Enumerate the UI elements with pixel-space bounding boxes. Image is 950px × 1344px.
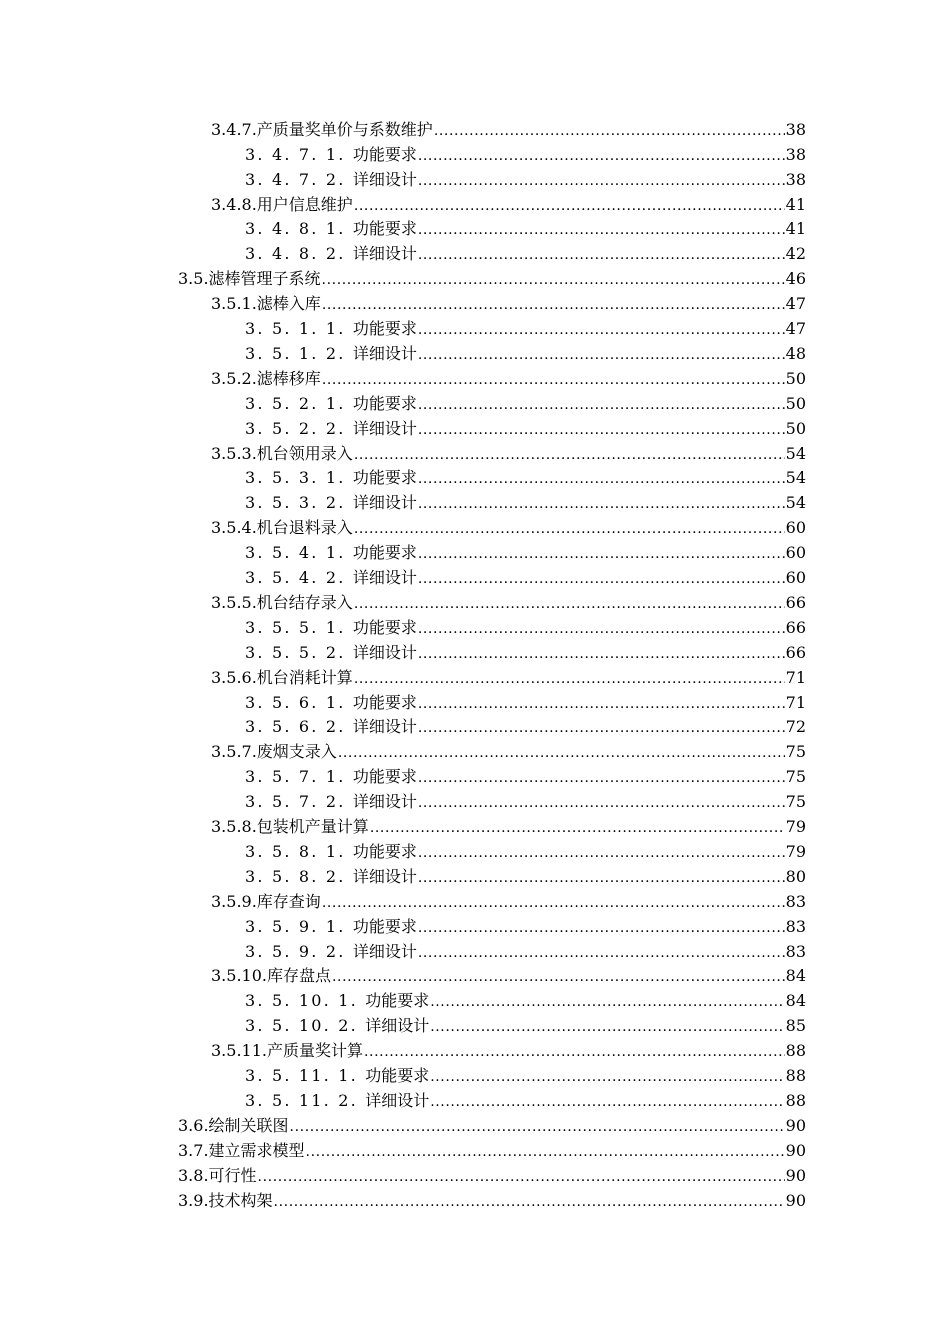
toc-entry[interactable] [245,165,806,190]
toc-dot-leader [418,244,785,264]
toc-entry-number: 3. 5. 7. 1. [245,767,353,787]
toc-entry-title: 详细设计 [352,418,417,438]
toc-dot-leader [322,269,785,289]
toc-entry[interactable] [245,688,806,713]
toc-entry-number: 3. 5. 4. 2. [245,568,353,588]
toc-entry-number: 3. 5. 1. 2. [245,343,353,363]
toc-entry-label [211,195,353,215]
toc-entry-label [245,767,417,787]
toc-page-number: 42 [785,244,806,264]
toc-entry-title: 机台领用录入 [256,443,353,463]
toc-entry-title: 废烟支录入 [256,742,337,762]
toc-entry-title: 功能要求 [365,1066,430,1086]
toc-entry[interactable] [211,1036,806,1061]
toc-page-number: 47 [785,319,806,339]
toc-entry-number: 3. 4. 8. 1. [245,219,353,239]
toc-dot-leader [430,1016,784,1036]
toc-dot-leader [418,419,785,439]
toc-page-number: 66 [785,617,806,637]
toc-entry[interactable] [245,1061,806,1086]
toc-entry[interactable] [178,264,806,289]
toc-entry[interactable] [211,812,806,837]
toc-entry-label [211,369,321,389]
toc-entry[interactable] [245,613,806,638]
toc-entry-number: 3.5.11. [211,1041,267,1061]
toc-entry-label [245,942,417,962]
toc-dot-leader [322,892,785,912]
toc-entry-title: 功能要求 [352,144,417,164]
toc-entry-title: 包装机产量计算 [256,817,369,837]
toc-entry-title: 功能要求 [352,543,417,563]
toc-entry-number: 3. 5. 1. 1. [245,319,353,339]
toc-entry-number: 3.9. [178,1190,209,1210]
toc-entry-label [245,717,417,737]
toc-entry-title: 详细设计 [352,169,417,189]
toc-entry-label [211,742,337,762]
toc-entry[interactable] [211,663,806,688]
toc-entry-number: 3.5.5. [211,592,257,612]
toc-page-number: 71 [785,692,806,712]
toc-entry-label [211,294,321,314]
toc-page-number: 72 [785,717,806,737]
toc-entry-label [245,867,417,887]
toc-dot-leader [258,1166,785,1186]
toc-page-number: 75 [785,742,806,762]
toc-dot-leader [418,693,785,713]
toc-page-number: 90 [785,1140,806,1160]
toc-page-number: 54 [785,468,806,488]
toc-entry[interactable] [245,862,806,887]
toc-entry-number: 3. 5. 4. 1. [245,543,353,563]
toc-entry[interactable] [211,738,806,763]
toc-entry-number: 3. 4. 7. 2. [245,169,353,189]
toc-dot-leader [322,294,785,314]
toc-entry-number: 3.7. [178,1140,209,1160]
toc-entry-label [211,892,321,912]
toc-entry-title: 功能要求 [365,991,430,1011]
toc-entry-title: 功能要求 [352,468,417,488]
toc-dot-leader [418,842,785,862]
toc-dot-leader [354,668,785,688]
toc-entry-title: 库存盘点 [266,966,331,986]
toc-entry-number: 3.5.9. [211,891,257,911]
toc-entry-number: 3.5.7. [211,742,257,762]
toc-entry[interactable] [245,837,806,862]
toc-entry[interactable] [178,1111,806,1136]
toc-entry-number: 3. 5. 2. 2. [245,418,353,438]
toc-entry-number: 3.5.2. [211,368,257,388]
toc-entry-number: 3.5.8. [211,817,257,837]
toc-entry-label [245,1066,429,1086]
toc-entry-label [178,1116,289,1136]
toc-dot-leader [430,1091,784,1111]
toc-entry-title: 滤棒移库 [256,368,321,388]
toc-entry[interactable] [211,588,806,613]
toc-entry-label [245,145,417,165]
toc-entry[interactable] [178,1186,806,1211]
toc-entry[interactable] [245,987,806,1012]
toc-entry-label [245,219,417,239]
toc-entry-title: 机台退料录入 [256,518,353,538]
toc-page-number: 66 [785,642,806,662]
toc-entry-label [245,394,417,414]
toc-entry[interactable] [245,713,806,738]
toc-entry-label [211,668,353,688]
toc-entry-title: 滤棒管理子系统 [208,269,321,289]
toc-entry[interactable] [211,289,806,314]
toc-entry-number: 3. 5. 8. 2. [245,866,353,886]
toc-entry[interactable] [245,215,806,240]
toc-entry[interactable] [245,563,806,588]
toc-entry-label [245,693,417,713]
toc-entry[interactable] [245,937,806,962]
toc-page-number: 88 [785,1066,806,1086]
toc-entry-title: 详细设计 [365,1016,430,1036]
toc-entry-label [245,991,429,1011]
toc-dot-leader [418,319,785,339]
toc-entry[interactable] [245,489,806,514]
toc-entry[interactable] [211,439,806,464]
toc-entry-label [245,493,417,513]
toc-page-number: 41 [785,219,806,239]
toc-dot-leader [354,444,785,464]
toc-dot-leader [354,518,785,538]
toc-entry-title: 产质量奖单价与系数维护 [256,119,433,139]
toc-entry[interactable] [245,912,806,937]
toc-entry-title: 产质量奖计算 [266,1041,363,1061]
toc-page-number: 85 [785,1016,806,1036]
toc-entry-number: 3. 4. 7. 1. [245,144,353,164]
toc-entry[interactable] [245,464,806,489]
toc-entry-number: 3. 5. 6. 2. [245,717,353,737]
toc-dot-leader [418,942,785,962]
toc-entry[interactable] [211,115,806,140]
toc-entry[interactable] [245,638,806,663]
toc-entry-number: 3. 5. 3. 2. [245,493,353,513]
toc-page-number: 90 [785,1190,806,1210]
toc-dot-leader [418,468,785,488]
toc-entry[interactable] [211,962,806,987]
toc-entry-number: 3. 5. 6. 1. [245,692,353,712]
toc-page-number: 54 [785,493,806,513]
toc-entry-title: 详细设计 [352,244,417,264]
toc-entry-title: 详细设计 [352,941,417,961]
toc-entry-title: 详细设计 [352,493,417,513]
toc-dot-leader [274,1191,785,1211]
toc-entry[interactable] [245,339,806,364]
toc-entry-number: 3. 5. 5. 1. [245,617,353,637]
toc-entry-title: 功能要求 [352,319,417,339]
toc-entry-label [245,1091,429,1111]
toc-entry-title: 详细设计 [352,866,417,886]
toc-page-number: 88 [785,1041,806,1061]
toc-entry[interactable] [245,762,806,787]
toc-entry-number: 3.4.7. [211,119,257,139]
toc-page-number: 83 [785,941,806,961]
toc-page-number: 38 [785,144,806,164]
toc-dot-leader [418,618,785,638]
toc-entry-number: 3. 5. 8. 1. [245,841,353,861]
toc-page-number: 47 [785,294,806,314]
toc-entry-title: 可行性 [208,1165,257,1185]
toc-dot-leader [322,369,785,389]
toc-entry-number: 3. 5. 11. 2. [245,1090,366,1110]
toc-dot-leader [338,742,785,762]
toc-entry-label [245,568,417,588]
toc-page-number: 38 [785,169,806,189]
toc-dot-leader [418,344,785,364]
toc-dot-leader [418,568,785,588]
toc-entry-number: 3. 5. 3. 1. [245,468,353,488]
toc-entry[interactable] [178,1136,806,1161]
toc-entry[interactable] [245,1086,806,1111]
toc-page-number: 38 [785,119,806,139]
toc-dot-leader [418,643,785,663]
toc-entry[interactable] [245,240,806,265]
toc-entry-label [178,269,321,289]
toc-dot-leader [370,817,785,837]
toc-entry-title: 库存查询 [256,891,321,911]
toc-entry[interactable] [245,538,806,563]
toc-entry-title: 详细设计 [352,792,417,812]
toc-entry-title: 功能要求 [352,841,417,861]
toc-entry-number: 3. 5. 10. 2. [245,1016,366,1036]
toc-entry-title: 技术构架 [208,1190,273,1210]
toc-entry-number: 3. 5. 5. 2. [245,642,353,662]
toc-entry-title: 建立需求模型 [208,1140,305,1160]
toc-dot-leader [354,593,785,613]
toc-entry-number: 3. 4. 8. 2. [245,244,353,264]
toc-entry-label [245,419,417,439]
toc-page-number: 50 [785,368,806,388]
toc-entry-title: 功能要求 [352,219,417,239]
toc-page-number: 90 [785,1165,806,1185]
toc-entry-number: 3.8. [178,1165,209,1185]
toc-entry-label [211,444,353,464]
toc-entry-number: 3.5.4. [211,518,257,538]
toc-page-number: 79 [785,817,806,837]
toc-entry-title: 详细设计 [352,642,417,662]
toc-dot-leader [306,1141,785,1161]
toc-entry[interactable] [211,364,806,389]
toc-entry-title: 绘制关联图 [208,1115,289,1135]
toc-entry-title: 功能要求 [352,692,417,712]
toc-dot-leader [418,170,785,190]
toc-entry-number: 3. 5. 10. 1. [245,991,366,1011]
toc-dot-leader [430,1066,784,1086]
toc-page-number: 80 [785,866,806,886]
toc-entry-number: 3.5.6. [211,667,257,687]
toc-entry-number: 3. 5. 9. 1. [245,916,353,936]
toc-entry-number: 3. 5. 7. 2. [245,792,353,812]
toc-entry-label [245,842,417,862]
toc-entry-label [245,344,417,364]
toc-entry[interactable] [211,513,806,538]
toc-entry[interactable] [245,1011,806,1036]
toc-page-number: 83 [785,916,806,936]
toc-entry-label [245,170,417,190]
toc-dot-leader [418,767,785,787]
toc-entry-title: 详细设计 [352,717,417,737]
toc-entry-title: 机台结存录入 [256,592,353,612]
toc-page-number: 88 [785,1090,806,1110]
toc-entry-number: 3. 5. 2. 1. [245,393,353,413]
toc-entry-number: 3.6. [178,1115,209,1135]
toc-page-number: 71 [785,667,806,687]
toc-dot-leader [418,917,785,937]
toc-entry-label [245,643,417,663]
toc-page-number: 60 [785,518,806,538]
toc-entry-label [178,1166,257,1186]
toc-dot-leader [418,543,785,563]
toc-entry-number: 3.4.8. [211,194,257,214]
toc-entry-label [245,468,417,488]
toc-entry[interactable] [178,1161,806,1186]
toc-page-number: 75 [785,767,806,787]
toc-entry-label [211,518,353,538]
toc-entry-label [245,618,417,638]
toc-dot-leader [354,195,785,215]
toc-entry[interactable] [245,787,806,812]
toc-dot-leader [418,717,785,737]
toc-page-number: 90 [785,1115,806,1135]
toc-entry-title: 功能要求 [352,767,417,787]
toc-dot-leader [364,1041,785,1061]
toc-page-number: 50 [785,393,806,413]
toc-entry-number: 3.5.1. [211,294,257,314]
toc-entry-title: 详细设计 [365,1090,430,1110]
toc-page-number: 54 [785,443,806,463]
toc-entry-label [211,817,369,837]
toc-entry-label [211,593,353,613]
toc-entry-number: 3.5.3. [211,443,257,463]
toc-page-number: 60 [785,543,806,563]
toc-dot-leader [332,966,785,986]
toc-entry-title: 详细设计 [352,343,417,363]
toc-entry-title: 滤棒入库 [256,294,321,314]
toc-dot-leader [418,219,785,239]
toc-page-number: 50 [785,418,806,438]
toc-entry-label [211,1041,363,1061]
toc-page-number: 84 [785,966,806,986]
toc-entry-number: 3.5. [178,269,209,289]
toc-entry-title: 用户信息维护 [256,194,353,214]
toc-dot-leader [290,1116,785,1136]
toc-entry-title: 机台消耗计算 [256,667,353,687]
toc-entry[interactable] [211,887,806,912]
toc-entry-label [178,1191,273,1211]
toc-entry-label [245,543,417,563]
toc-page-number: 75 [785,792,806,812]
toc-entry-title: 功能要求 [352,916,417,936]
toc-entry-number: 3. 5. 11. 1. [245,1066,366,1086]
toc-page-number: 41 [785,194,806,214]
toc-page-number: 83 [785,891,806,911]
toc-entry-label [245,319,417,339]
toc-page-number: 79 [785,841,806,861]
toc-entry-label [211,966,331,986]
toc-entry-number: 3. 5. 9. 2. [245,941,353,961]
toc-page-number: 46 [785,269,806,289]
toc-dot-leader [418,394,785,414]
toc-dot-leader [418,792,785,812]
toc-entry-label [245,1016,429,1036]
toc-entry[interactable] [245,389,806,414]
toc-entry-number: 3.5.10. [211,966,267,986]
toc-page-number: 48 [785,343,806,363]
toc-entry-label [211,120,433,140]
toc-page-number: 60 [785,568,806,588]
toc-dot-leader [418,867,785,887]
toc-dot-leader [430,991,784,1011]
toc-entry-label [178,1141,305,1161]
toc-entry[interactable] [245,314,806,339]
toc-page-number: 66 [785,592,806,612]
toc-entry-title: 详细设计 [352,568,417,588]
toc-entry-label [245,917,417,937]
toc-entry-label [245,244,417,264]
toc-entry[interactable] [211,190,806,215]
toc-dot-leader [418,493,785,513]
toc-entry[interactable] [245,140,806,165]
toc-entry-title: 功能要求 [352,617,417,637]
toc-dot-leader [434,120,785,140]
toc-page-number: 84 [785,991,806,1011]
toc-dot-leader [418,145,785,165]
toc-entry-label [245,792,417,812]
toc-entry[interactable] [245,414,806,439]
toc-entry-title: 功能要求 [352,393,417,413]
